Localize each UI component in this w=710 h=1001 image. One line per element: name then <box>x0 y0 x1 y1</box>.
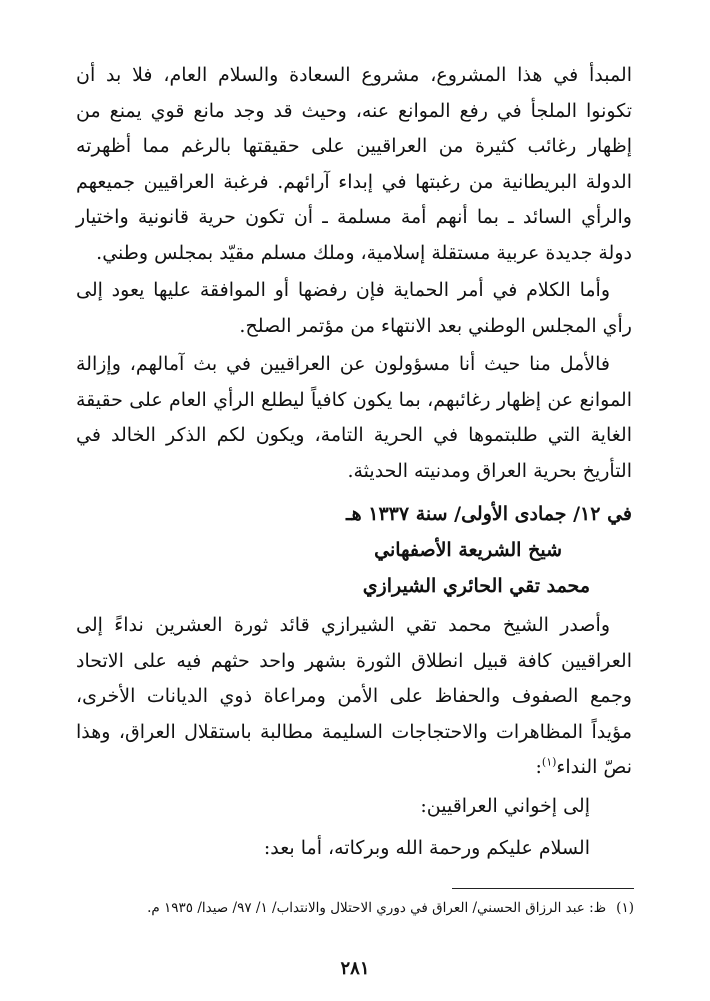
footnote-reference: (١) <box>541 755 557 769</box>
paragraph-2: وأما الكلام في أمر الحماية فإن رفضها أو الموافقة عليها يعود إلى رأي المجلس الوطني بعد الانتهاء من مؤتمر الصلح. <box>76 279 632 337</box>
footnote-separator <box>452 888 634 889</box>
paragraph-4-text: وأصدر الشيخ محمد تقي الشيرازي قائد ثورة العشرين نداءً إلى العراقيين كافة قبيل انطلاق الثورة بشهر واحد حثهم فيه على الاتحاد وجمع الصفوف والحفاظ على الأمن ومراعاة ذوي الديانات الأخرى، مؤيداً المظاهرات والاحتجاجات السليمة مطالبة باستقلال العراق، وهذا نصّ النداء <box>76 614 632 778</box>
footnote-number: (١) <box>616 900 634 916</box>
page-number: ٢٨١ <box>340 958 370 979</box>
footnote-text: ظ: عبد الرزاق الحسني/ العراق في دوري الاحتلال والانتداب/ ١/ ٩٧/ صيدا/ ١٩٣٥ م. <box>147 900 607 916</box>
greeting-line-1: إلى إخواني العراقيين: <box>420 795 590 817</box>
greeting-line-2: السلام عليكم ورحمة الله وبركاته، أما بعد: <box>263 837 590 859</box>
paragraph-4 <box>76 608 632 786</box>
signature-name-2: محمد تقي الحائري الشيرازي <box>362 575 590 597</box>
signature-name-1: شيخ الشريعة الأصفهاني <box>374 539 562 561</box>
paragraph-1: المبدأ في هذا المشروع، مشروع السعادة والسلام العام، فلا بد أن تكونوا الملجأ في رفع الموانع عنه، وحيث قد وجد مانع قوي يمنع من إظهار رغائب كثيرة من العراقيين على حقيقتها بالرغم مما أظهرته الدولة البريطانية من رغبتها في إبداء آرائهم. فرغبة العراقيين جميعهم والرأي السائد ـ بما أنهم أمة مسلمة ـ أن تكون حرية قانونية واختيار دولة جديدة عربية مستقلة إسلامية، وملك مسلم مقيّد بمجلس وطني. <box>76 64 632 264</box>
paragraph-3: فالأمل منا حيث أنا مسؤولون عن العراقيين في بث آمالهم، وإزالة الموانع عن إظهار رغائبهم، بما يكون كافياً ليطلع الرأي العام على حقيقة الغاية التي طلبتموها في الحرية التامة، ويكون لكم الذكر الخالد في التأريخ بحرية العراق ومدنيته الحديثة. <box>76 353 632 482</box>
signature-date: في ١٢/ جمادى الأولى/ سنة ١٣٣٧ هـ <box>346 503 632 525</box>
footnote <box>78 897 634 919</box>
paragraph-4-colon: : <box>535 756 542 778</box>
